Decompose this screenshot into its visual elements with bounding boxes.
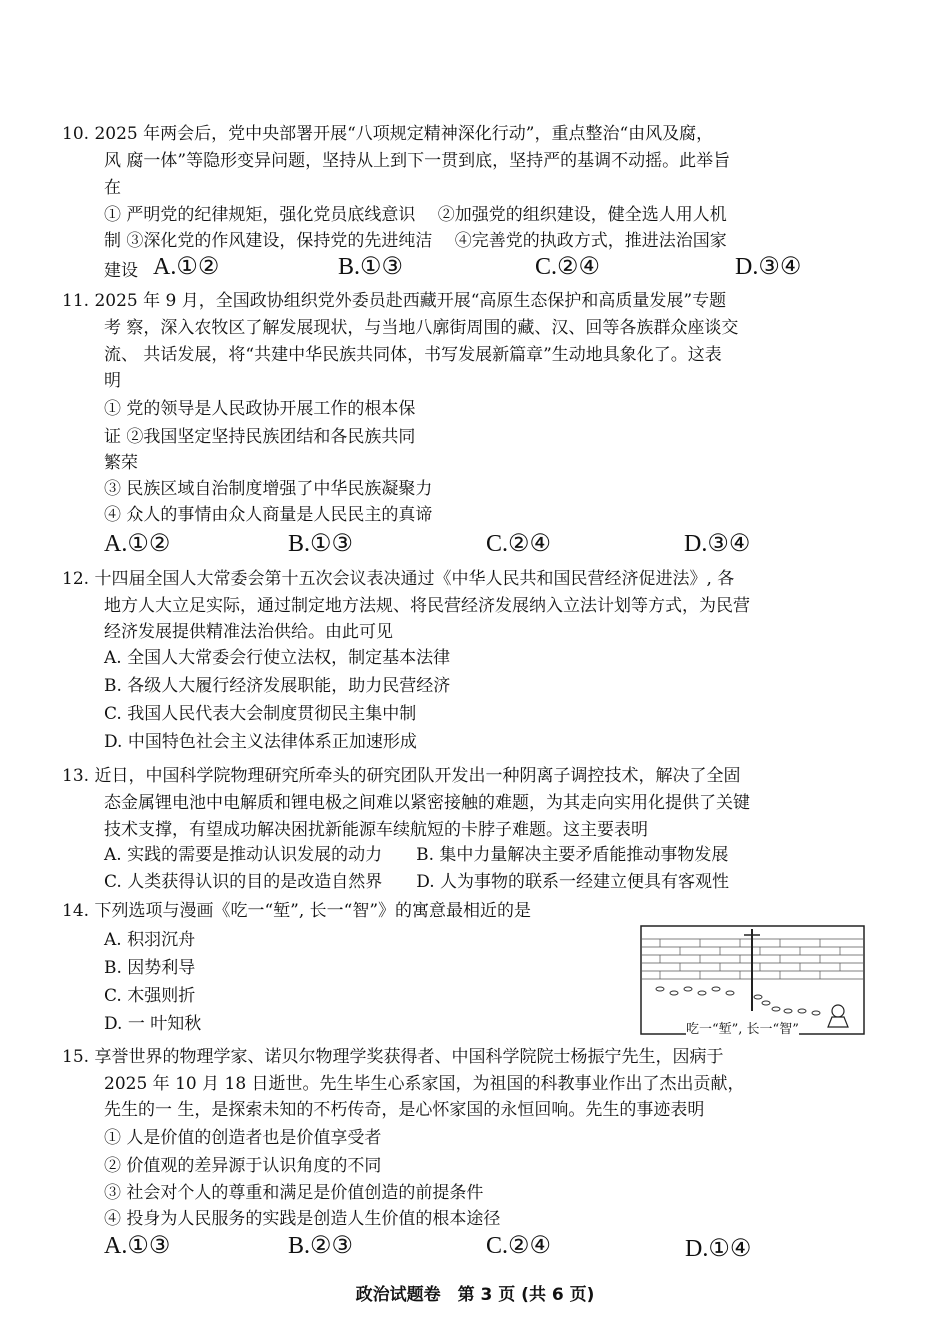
q10-option-d[interactable]: D.③④ <box>735 254 802 280</box>
q15-line-2: 2025 年 10 月 18 日逝世。先生毕生心系家国，为祖国的科教事业作出了杰出贡献， <box>104 1074 745 1094</box>
q10-statement-line-3: 建设 <box>104 261 138 281</box>
q11-option-d[interactable]: D.③④ <box>684 531 751 557</box>
q12-choice-b[interactable]: B. 各级人大履行经济发展职能，助力民营经济 <box>104 676 451 696</box>
q13-choices-cd[interactable]: C. 人类获得认识的目的是改造自然界 D. 人为事物的联系一经建立便具有客观性 <box>104 872 730 892</box>
q11-statement-2-cont: 繁荣 <box>104 453 138 473</box>
q13-line-3: 技术支撑，有望成功解决困扰新能源车续航短的卡脖子难题。这主要表明 <box>104 820 648 840</box>
q15-statement-1: ① 人是价值的创造者也是价值享受者 <box>104 1128 382 1148</box>
q11-statement-4: ④ 众人的事情由众人商量是人民民主的真谛 <box>104 505 433 525</box>
q10-line-2: 风 腐一体”等隐形变异问题，坚持从上到下一贯到底，坚持严的基调不动摇。此举旨 <box>104 151 731 171</box>
q10-option-c[interactable]: C.②④ <box>535 254 601 280</box>
q14-choice-d[interactable]: D. 一 叶知秋 <box>104 1014 202 1034</box>
q14-choice-b[interactable]: B. 因势利导 <box>104 958 196 978</box>
q15-statement-2: ② 价值观的差异源于认识角度的不同 <box>104 1156 382 1176</box>
q13-line-2: 态金属锂电池中电解质和锂电极之间难以紧密接触的难题，为其走向实用化提供了关键 <box>104 793 750 813</box>
q11-line-1: 11. 2025 年 9 月，全国政协组织党外委员赴西藏开展“高原生态保护和高质量发展”专题 <box>62 291 727 311</box>
q14-choice-a[interactable]: A. 积羽沉舟 <box>104 930 196 950</box>
q11-line-2: 考 察，深入农牧区了解发展现状，与当地八廓街周围的藏、汉、回等各族群众座谈交 <box>104 318 739 338</box>
q15-statement-4: ④ 投身为人民服务的实践是创造人生价值的根本途径 <box>104 1209 501 1229</box>
q12-choice-d[interactable]: D. 中国特色社会主义法律体系正加速形成 <box>104 732 417 752</box>
q11-option-b[interactable]: B.①③ <box>288 531 354 557</box>
q11-option-c[interactable]: C.②④ <box>486 531 552 557</box>
q10-statement-line-2: 制 ③深化党的作风建设，保持党的先进纯洁 ④完善党的执政方式，推进法治国家 <box>104 231 727 251</box>
q12-line-1: 12. 十四届全国人大常委会第十五次会议表决通过《中华人民共和国民营经济促进法》, 各 <box>62 569 735 589</box>
q10-option-a[interactable]: A.①② <box>153 254 220 280</box>
q11-statement-2: 证 ②我国坚定坚持民族团结和各民族共同 <box>104 427 416 447</box>
q15-line-3: 先生的一 生，是探索未知的不朽传奇，是心怀家国的永恒回响。先生的事迹表明 <box>104 1100 705 1120</box>
q11-option-a[interactable]: A.①② <box>104 531 171 557</box>
q10-option-b[interactable]: B.①③ <box>338 254 404 280</box>
cartoon-caption: 吃一“堑”, 长一“智” <box>686 1018 799 1037</box>
q14-choice-c[interactable]: C. 木强则折 <box>104 986 196 1006</box>
q15-option-d[interactable]: D.①④ <box>685 1236 752 1262</box>
q12-choice-a[interactable]: A. 全国人大常委会行使立法权，制定基本法律 <box>104 648 451 668</box>
q11-statement-3: ③ 民族区域自治制度增强了中华民族凝聚力 <box>104 479 433 499</box>
q11-statement-1: ① 党的领导是人民政协开展工作的根本保 <box>104 399 416 419</box>
q10-line-3: 在 <box>104 178 121 198</box>
q15-line-1: 15. 享誉世界的物理学家、诺贝尔物理学奖获得者、中国科学院院士杨振宁先生，因病于 <box>62 1047 724 1067</box>
q15-option-a[interactable]: A.①③ <box>104 1233 171 1259</box>
q12-choice-c[interactable]: C. 我国人民代表大会制度贯彻民主集中制 <box>104 704 417 724</box>
page-footer: 政治试题卷 第 3 页 (共 6 页) <box>355 1285 595 1305</box>
q13-choices-ab[interactable]: A. 实践的需要是推动认识发展的动力 B. 集中力量解决主要矛盾能推动事物发展 <box>104 845 729 865</box>
q12-line-3: 经济发展提供精准法治供给。由此可见 <box>104 622 393 642</box>
q14-stem: 14. 下列选项与漫画《吃一“堑”, 长一“智”》的寓意最相近的是 <box>62 901 532 921</box>
q15-option-c[interactable]: C.②④ <box>486 1233 552 1259</box>
q12-line-2: 地方人大立足实际，通过制定地方法规、将民营经济发展纳入立法计划等方式，为民营 <box>104 596 750 616</box>
q10-line-1: 10. 2025 年两会后，党中央部署开展“八项规定精神深化行动”，重点整治“由风及腐， <box>62 124 714 144</box>
q11-line-3: 流、 共话发展，将“共建中华民族共同体，书写发展新篇章”生动地具象化了。这表 <box>104 345 722 365</box>
q15-statement-3: ③ 社会对个人的尊重和满足是价值创造的前提条件 <box>104 1183 484 1203</box>
q15-option-b[interactable]: B.②③ <box>288 1233 354 1259</box>
q13-line-1: 13. 近日，中国科学院物理研究所牵头的研究团队开发出一种阴离子调控技术，解决了全固 <box>62 766 741 786</box>
q10-statement-line-1: ① 严明党的纪律规矩，强化党员底线意识 ②加强党的组织建设，健全选人用人机 <box>104 205 727 225</box>
q11-line-4: 明 <box>104 371 121 391</box>
